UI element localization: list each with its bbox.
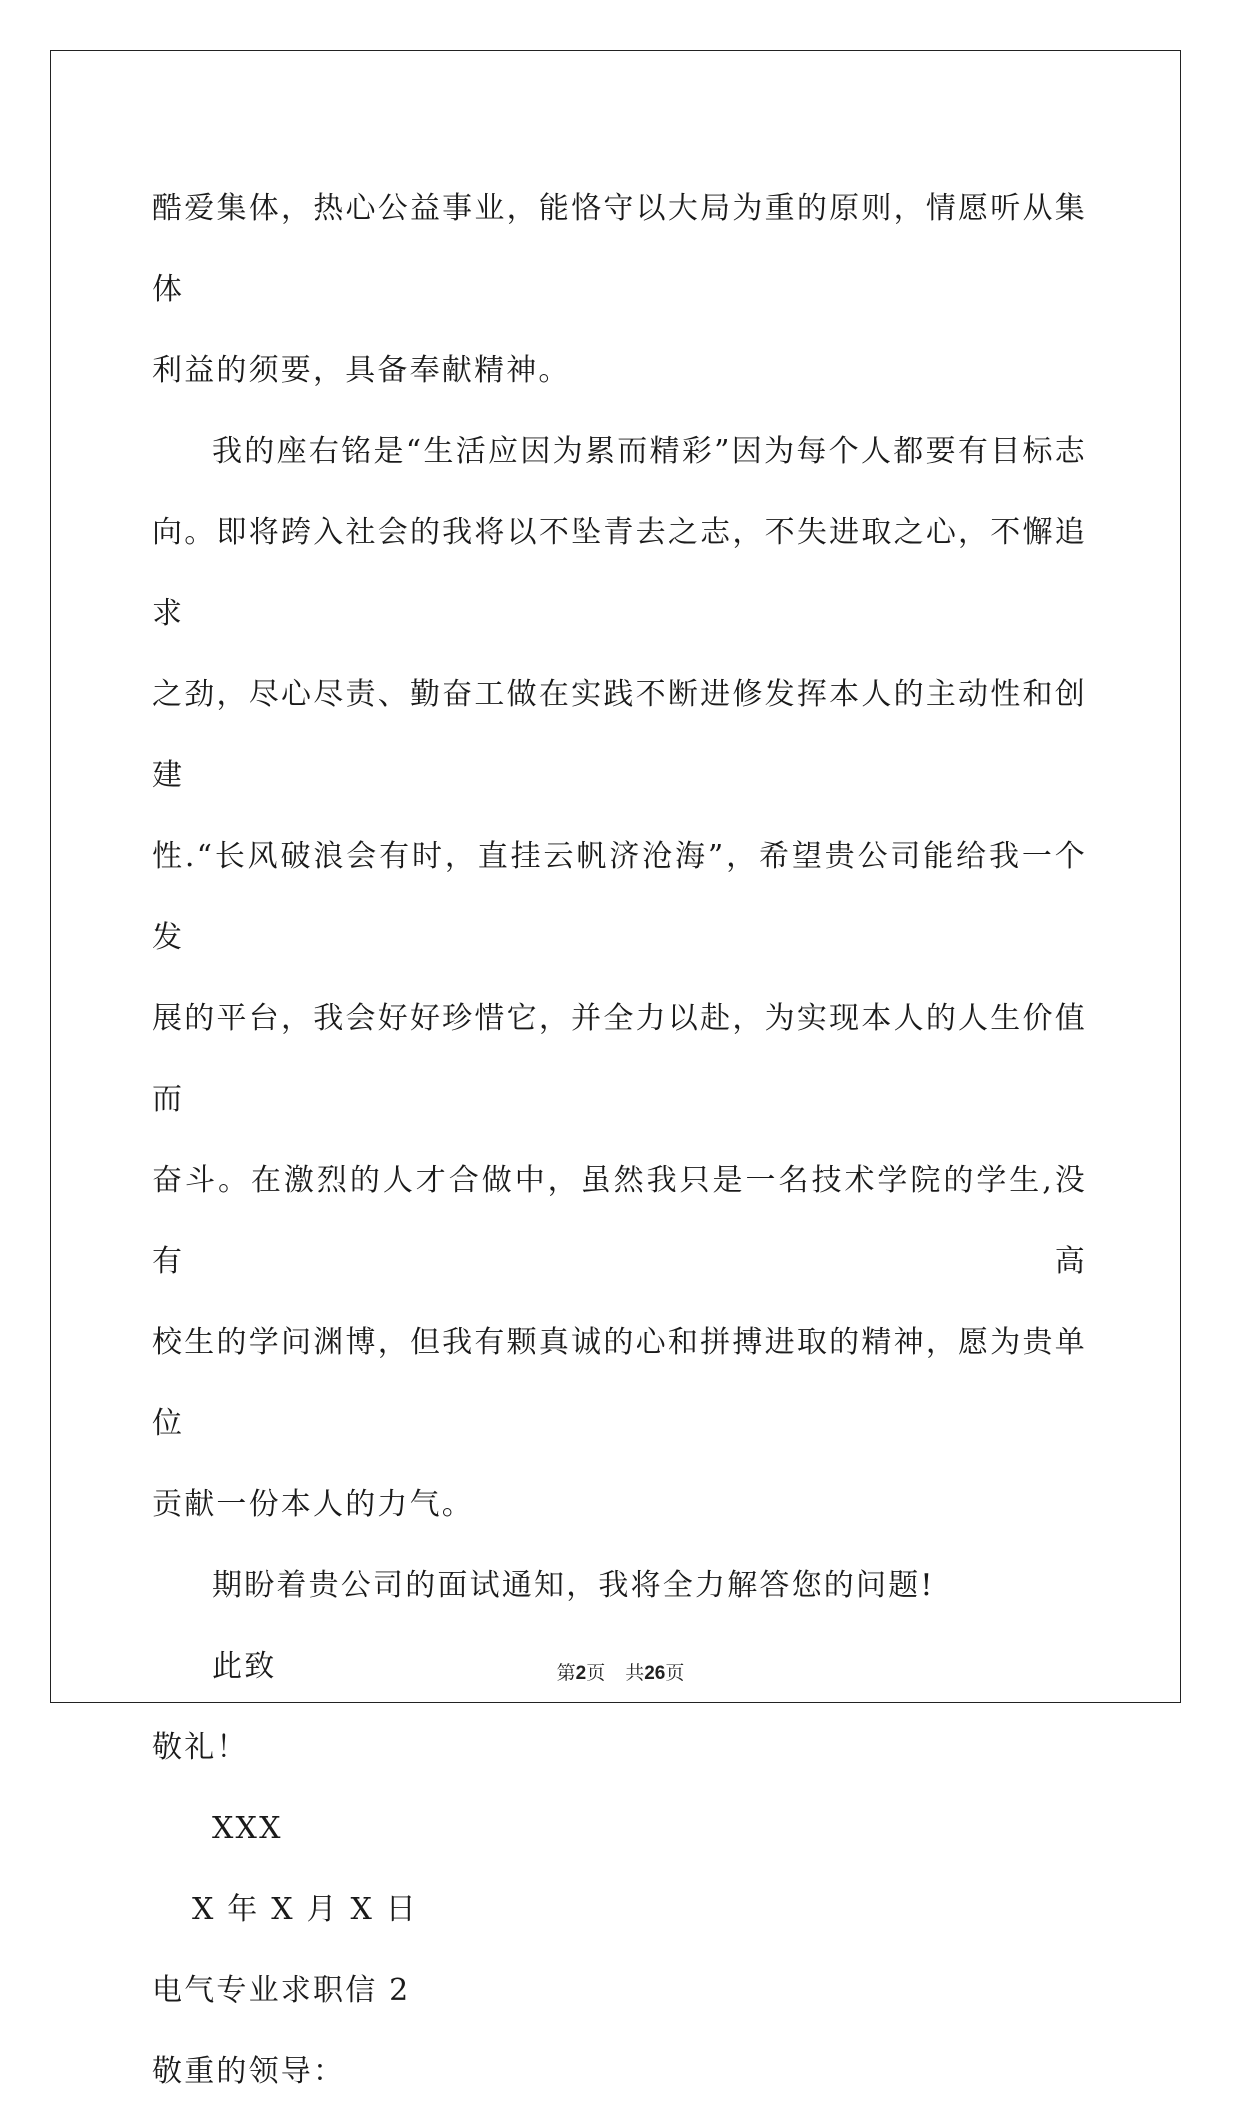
text-line: 展的平台，我会好好珍惜它，并全力以赴，为实现本人的人生价值而 xyxy=(152,1001,1087,1117)
total-label-prefix: 共 xyxy=(625,1662,645,1684)
salutation: 敬重的领导： xyxy=(152,2054,346,2089)
text-line: 之劲，尽心尽责、勤奋工做在实践不断进修发挥本人的主动性和创建 xyxy=(152,677,1087,793)
text-line: 校生的学问渊博，但我有颗真诚的心和拼搏进取的精神，愿为贵单位 xyxy=(152,1325,1087,1441)
total-label-suffix: 页 xyxy=(665,1662,685,1684)
paragraph-interview-hope: 期盼着贵公司的面试通知，我将全力解答您的问题! xyxy=(212,1568,935,1603)
page-footer xyxy=(0,1658,1241,1685)
closing-salute: 敬礼！ xyxy=(152,1730,249,1765)
section-heading: 电气专业求职信 2 xyxy=(152,1973,411,2008)
text-line: 贡献一份本人的力气。 xyxy=(152,1487,474,1522)
total-page-number: 26 xyxy=(644,1663,666,1684)
paragraph-motto xyxy=(152,411,1087,1545)
text-line: 利益的须要，具备奉献精神。 xyxy=(152,353,571,388)
text-line: 我的座右铭是“生活应因为累而精彩”因为每个人都要有目标志 xyxy=(212,434,1087,469)
text-line: 向。即将跨入社会的我将以不坠青去之志，不失进取之心，不懈追求 xyxy=(152,515,1087,631)
current-page-number: 2 xyxy=(575,1663,587,1684)
text-line: 奋斗。在激烈的人才合做中，虽然我只是一名技术学院的学生,没有高 xyxy=(152,1163,1087,1279)
text-line: 性.“长风破浪会有时，直挂云帆济沧海”，希望贵公司能给我一个发 xyxy=(152,839,1087,955)
page-label-prefix: 第 xyxy=(556,1662,576,1684)
text-line: 酷爱集体，热心公益事业，能恪守以大局为重的原则，情愿听从集体 xyxy=(152,191,1087,307)
date-line: X 年 X 月 X 日 xyxy=(192,1892,418,1927)
paragraph-collective xyxy=(152,168,1087,411)
signature: XXX xyxy=(212,1811,283,1846)
page-label-suffix: 页 xyxy=(586,1662,606,1684)
document-body xyxy=(152,168,1087,2112)
closing-phrase: 此致 xyxy=(212,1649,277,1684)
